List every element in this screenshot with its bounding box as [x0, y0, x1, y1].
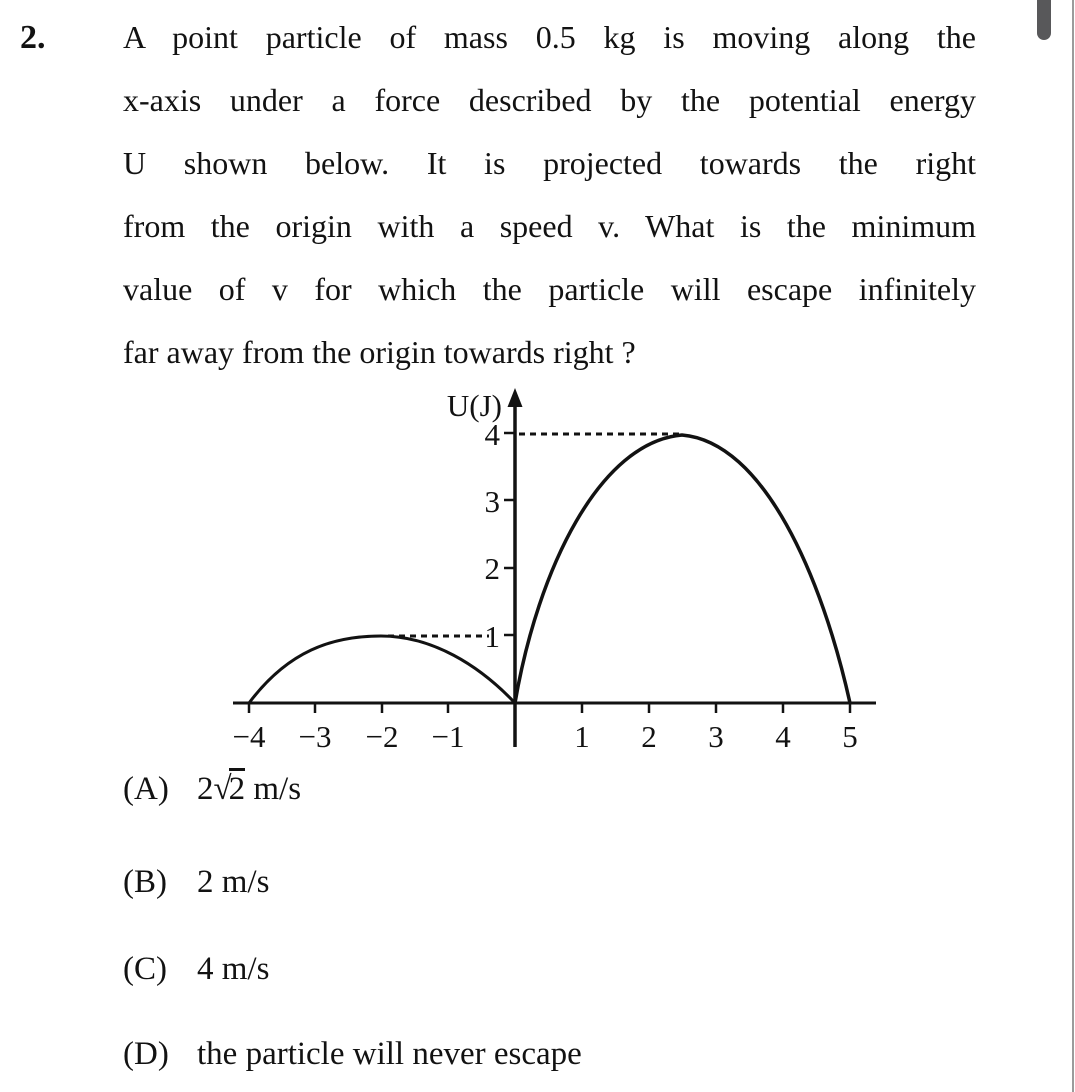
question-line: value of v for which the particle will escape infinitely [123, 271, 976, 307]
question-text [123, 6, 976, 384]
y-tick-label-2: 2 [484, 551, 500, 586]
option-a-label: (A) [123, 771, 169, 807]
option-b [123, 856, 269, 908]
potential-energy-graph [220, 383, 900, 761]
scrollbar-thumb[interactable] [1037, 0, 1051, 40]
y-tick-label-4: 4 [484, 417, 500, 452]
x-tick-label: 3 [708, 719, 724, 754]
x-tick-label: 2 [641, 719, 657, 754]
option-b-label: (B) [123, 864, 167, 900]
question-line: x-axis under a force described by the potential energy [123, 82, 976, 118]
left-hump-curve [249, 636, 515, 703]
question-line: U shown below. It is projected towards the right [123, 145, 976, 181]
option-a [123, 763, 301, 815]
x-tick-label: 1 [574, 719, 590, 754]
y-axis-arrow-icon [508, 388, 523, 407]
right-hump-curve [515, 435, 850, 703]
option-d-value: the particle will never escape [197, 1036, 582, 1072]
y-tick-label-3: 3 [484, 484, 500, 519]
x-tick-label: 4 [775, 719, 791, 754]
sqrt-radicand: 2 [229, 768, 246, 807]
option-c-label: (C) [123, 951, 167, 987]
question-line: far away from the origin towards right ? [123, 334, 636, 370]
option-b-value: 2 m/s [197, 864, 270, 900]
option-c-value: 4 m/s [197, 951, 270, 987]
y-axis-label: U(J) [446, 388, 502, 423]
option-a-value: 2√2 m/s [197, 763, 301, 815]
option-d-label: (D) [123, 1036, 169, 1072]
question-number: 2. [20, 19, 46, 56]
question-line: A point particle of mass 0.5 kg is moving along the [123, 19, 976, 55]
x-tick-label: 5 [842, 719, 858, 754]
potential-energy-graph-svg [220, 383, 900, 761]
y-tick-label-1: 1 [484, 619, 500, 654]
x-tick-label: −4 [232, 719, 266, 754]
option-c [123, 943, 269, 995]
x-tick-label: −1 [431, 719, 465, 754]
option-d [123, 1028, 582, 1080]
panel-right-border [1072, 0, 1074, 1092]
x-tick-label: −3 [298, 719, 332, 754]
question-line: from the origin with a speed v. What is the minimum [123, 208, 976, 244]
x-tick-label: −2 [365, 719, 399, 754]
